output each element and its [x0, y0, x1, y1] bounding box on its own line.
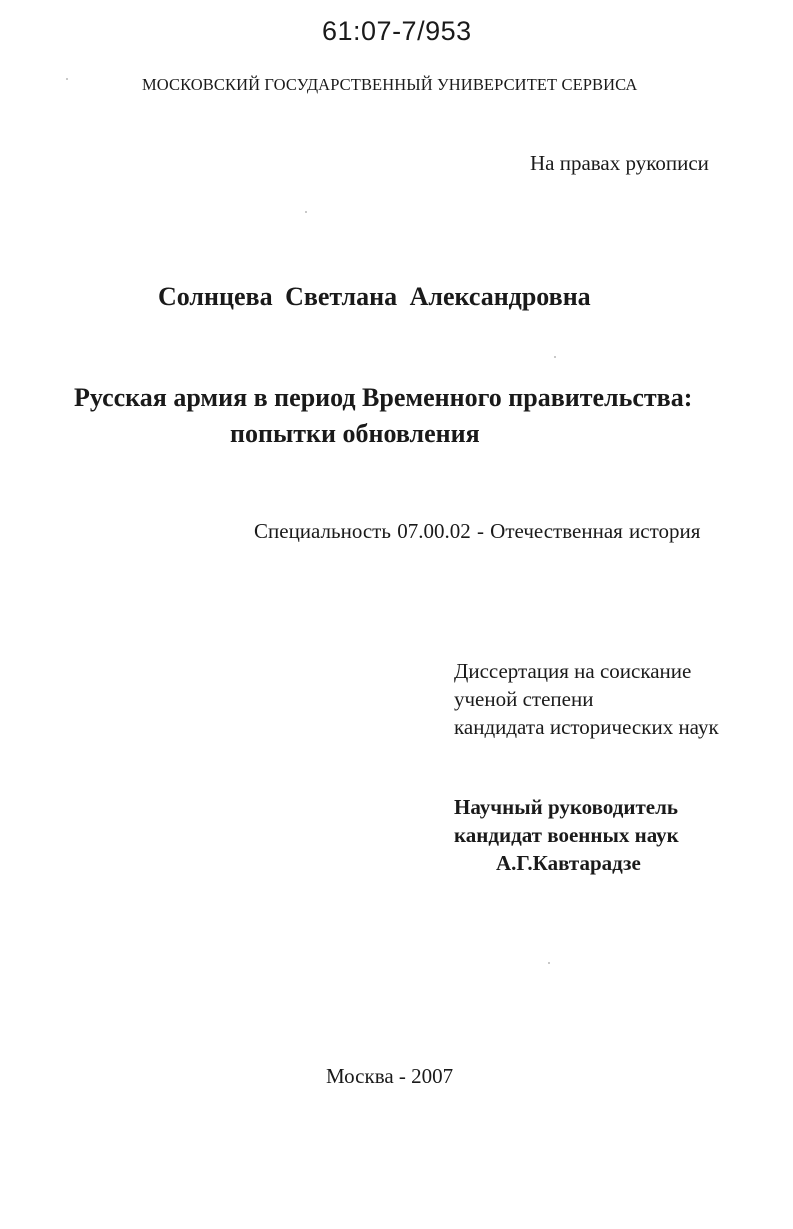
manuscript-rights-note: На правах рукописи: [530, 151, 709, 175]
supervisor-name: А.Г.Кавтарадзе: [496, 851, 641, 875]
dissertation-title-line-1: Русская армия в период Временного правительства:: [74, 383, 693, 412]
degree-line-3: кандидата исторических наук: [454, 715, 719, 739]
archive-stamp-number: 61:07-7/953: [322, 16, 472, 46]
university-name: МОСКОВСКИЙ ГОСУДАРСТВЕННЫЙ УНИВЕРСИТЕТ СЕРВИСА: [142, 75, 638, 94]
scan-speck: [548, 962, 550, 964]
scan-speck: [66, 78, 68, 80]
supervisor-label: Научный руководитель: [454, 795, 678, 819]
supervisor-degree: кандидат военных наук: [454, 823, 679, 847]
scan-speck: [305, 211, 307, 213]
dissertation-title-line-2: попытки обновления: [230, 419, 480, 448]
city-year: Москва - 2007: [326, 1064, 454, 1088]
scan-speck: [554, 356, 556, 358]
specialty-line: Специальность 07.00.02 - Отечественная история: [254, 519, 701, 543]
degree-block: [454, 657, 719, 741]
degree-line-2: ученой степени: [454, 687, 594, 711]
degree-line-1: Диссертация на соискание: [454, 659, 692, 683]
supervisor-block: [454, 793, 679, 877]
author-name: Солнцева Светлана Александровна: [158, 282, 591, 311]
